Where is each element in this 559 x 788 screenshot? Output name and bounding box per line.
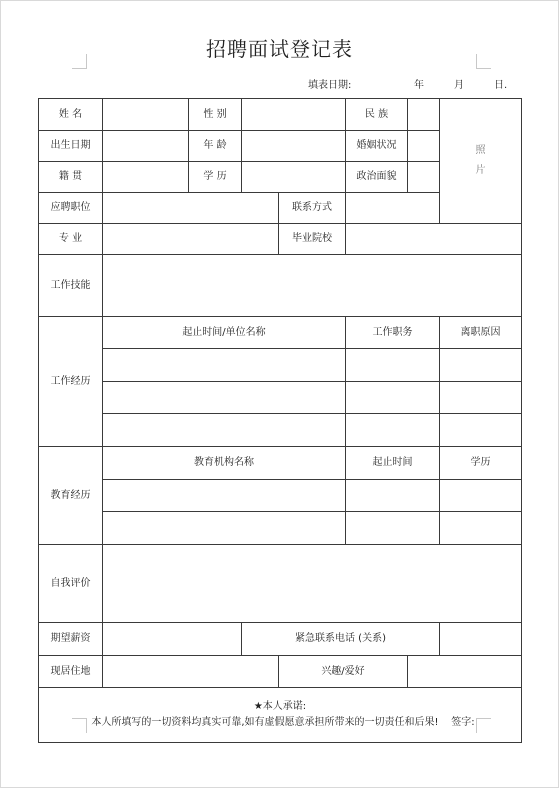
- political-status-field[interactable]: [408, 162, 440, 193]
- expected-salary-label: 期望薪资: [39, 623, 103, 656]
- emergency-contact-label: 紧急联系电话 (关系): [242, 623, 440, 656]
- position-applied-field[interactable]: [103, 193, 279, 224]
- fill-date-month-field[interactable]: [426, 76, 452, 88]
- work-row-2-position[interactable]: [346, 382, 440, 414]
- pledge-heading: ★本人承诺:: [253, 701, 307, 712]
- fill-date-label: 填表日期:: [308, 80, 352, 91]
- ethnicity-label: 民 族: [346, 99, 408, 131]
- edu-row-1-degree[interactable]: [440, 480, 522, 512]
- work-row-1-leave-reason[interactable]: [440, 349, 522, 382]
- edu-header-institution: 教育机构名称: [103, 447, 346, 480]
- work-row-1-period-company[interactable]: [103, 349, 346, 382]
- native-place-label: 籍 贯: [39, 162, 103, 193]
- major-field[interactable]: [103, 224, 279, 255]
- edu-header-degree: 学历: [440, 447, 522, 480]
- work-header-position: 工作职务: [346, 317, 440, 349]
- form-title: 招聘面试登记表: [206, 37, 353, 61]
- ethnicity-field[interactable]: [408, 99, 440, 131]
- current-address-field[interactable]: [103, 656, 279, 688]
- edu-row-2-degree[interactable]: [440, 512, 522, 545]
- fill-date-month: 月: [454, 80, 464, 91]
- gender-label: 性 别: [189, 99, 242, 131]
- work-row-3-position[interactable]: [346, 414, 440, 447]
- work-row-3-leave-reason[interactable]: [440, 414, 522, 447]
- position-applied-label: 应聘职位: [39, 193, 103, 224]
- pledge-text: 本人所填写的一切资料均真实可靠,如有虚假愿意承担所带来的一切责任和后果!: [91, 717, 439, 728]
- work-skills-label: 工作技能: [39, 255, 103, 317]
- marital-status-field[interactable]: [408, 131, 440, 162]
- education-experience-label: 教育经历: [39, 447, 103, 545]
- hobbies-field[interactable]: [408, 656, 522, 688]
- work-row-3-period-company[interactable]: [103, 414, 346, 447]
- fill-date-day-field[interactable]: [466, 76, 492, 88]
- edu-row-1-period[interactable]: [346, 480, 440, 512]
- fill-date-day: 日.: [494, 80, 508, 91]
- work-header-leave-reason: 离职原因: [440, 317, 522, 349]
- work-header-period-company: 起止时间/单位名称: [103, 317, 346, 349]
- photo-label-2: 片: [475, 165, 486, 176]
- edu-header-period: 起止时间: [346, 447, 440, 480]
- school-field[interactable]: [346, 224, 522, 255]
- signature-label: 签字:: [451, 717, 475, 728]
- work-row-2-period-company[interactable]: [103, 382, 346, 414]
- edu-row-2-period[interactable]: [346, 512, 440, 545]
- major-label: 专 业: [39, 224, 103, 255]
- birth-date-field[interactable]: [103, 131, 189, 162]
- marital-status-label: 婚姻状况: [346, 131, 408, 162]
- birth-date-label: 出生日期: [39, 131, 103, 162]
- work-row-1-position[interactable]: [346, 349, 440, 382]
- current-address-label: 现居住地: [39, 656, 103, 688]
- self-evaluation-field[interactable]: [103, 545, 522, 623]
- work-skills-field[interactable]: [103, 255, 522, 317]
- edu-row-1-institution[interactable]: [103, 480, 346, 512]
- education-field[interactable]: [242, 162, 346, 193]
- school-label: 毕业院校: [279, 224, 346, 255]
- gender-field[interactable]: [242, 99, 346, 131]
- name-field[interactable]: [103, 99, 189, 131]
- fill-date-year: 年: [414, 80, 424, 91]
- age-field[interactable]: [242, 131, 346, 162]
- education-label: 学 历: [189, 162, 242, 193]
- photo-label-1: 照: [475, 145, 486, 156]
- native-place-field[interactable]: [103, 162, 189, 193]
- age-label: 年 龄: [189, 131, 242, 162]
- political-status-label: 政治面貌: [346, 162, 408, 193]
- self-evaluation-label: 自我评价: [39, 545, 103, 623]
- name-label: 姓 名: [39, 99, 103, 131]
- fill-date-row: [0, 74, 559, 92]
- work-row-2-leave-reason[interactable]: [440, 382, 522, 414]
- emergency-contact-field[interactable]: [440, 623, 522, 656]
- edu-row-2-institution[interactable]: [103, 512, 346, 545]
- fill-date-year-field[interactable]: [366, 76, 406, 88]
- pledge-statement: [45, 717, 521, 729]
- work-experience-label: 工作经历: [39, 317, 103, 447]
- pledge-cell: [39, 688, 522, 743]
- hobbies-label: 兴趣/爱好: [279, 656, 408, 688]
- contact-field[interactable]: [346, 193, 440, 224]
- registration-form-table: [38, 98, 522, 743]
- expected-salary-field[interactable]: [103, 623, 242, 656]
- photo-box[interactable]: [440, 99, 522, 224]
- contact-label: 联系方式: [279, 193, 346, 224]
